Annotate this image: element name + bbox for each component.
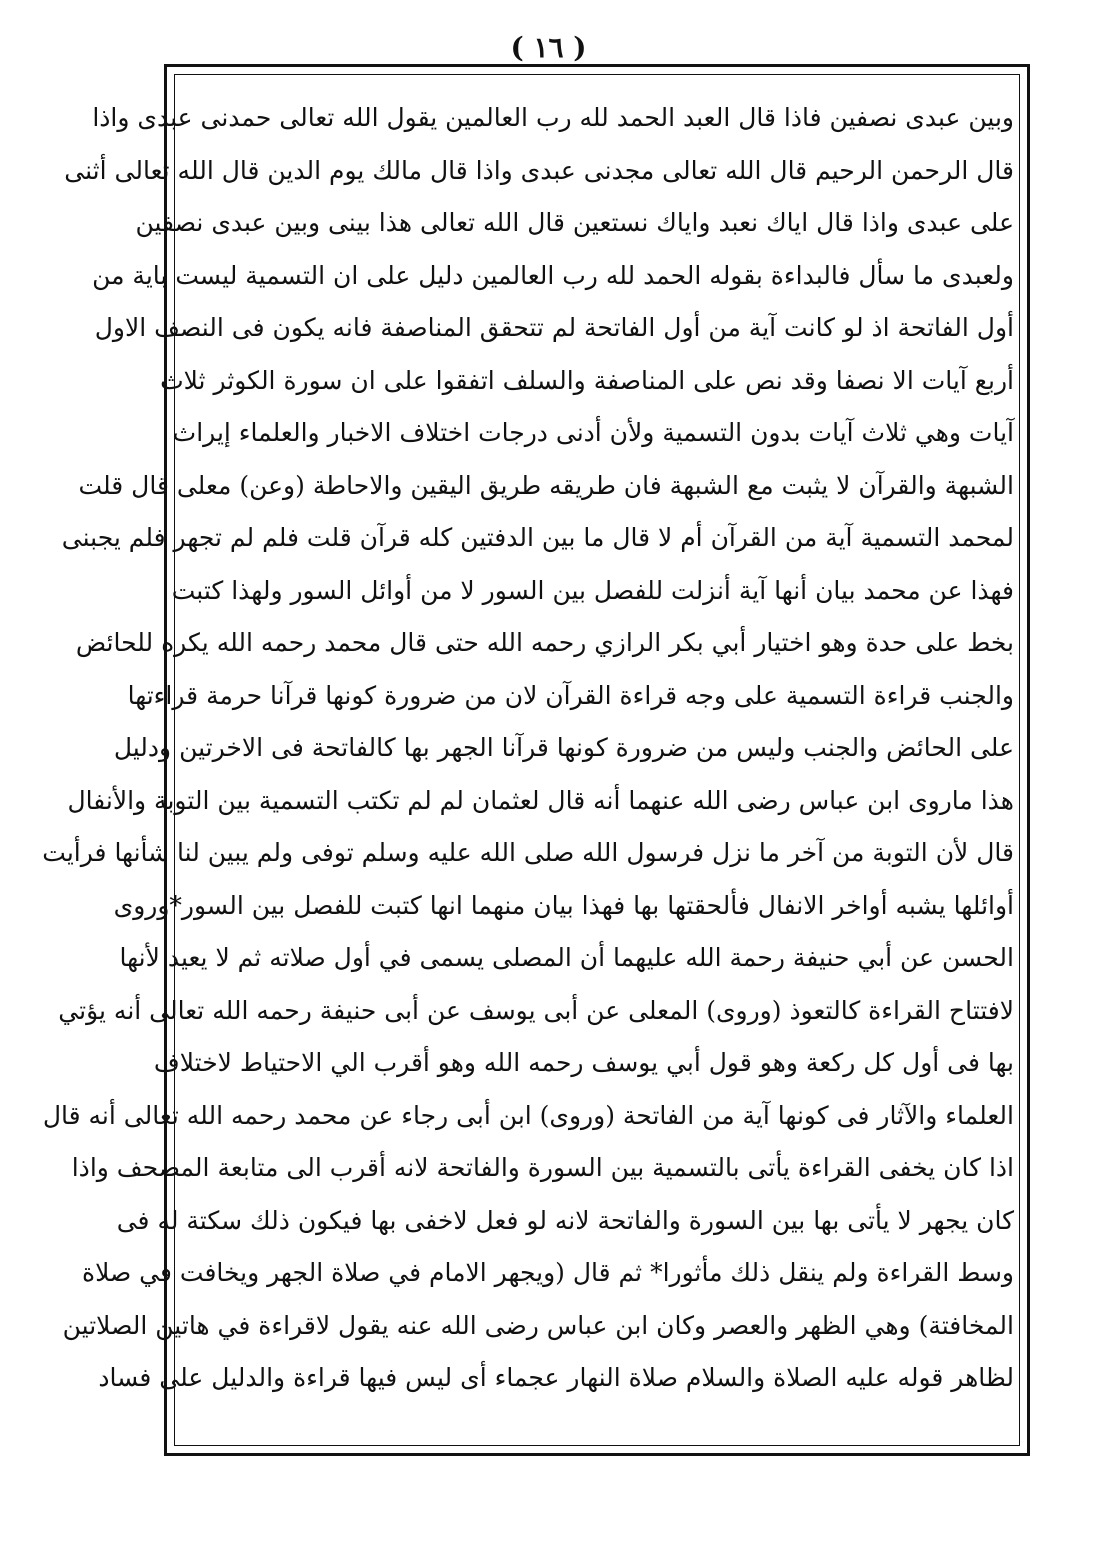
text-line: آيات وهي ثلاث آيات بدون التسمية ولأن أدنى درجات اختلاف الاخبار والعلماء إيراث [172, 418, 1014, 447]
text-line: المخافتة) وهي الظهر والعصر وكان ابن عباس رضى الله عنه يقول لاقراءة في هاتين الصلاتين [62, 1310, 1014, 1340]
text-line: كان يجهر لا يأتى بها بين السورة والفاتحة لانه لو فعل لاخفى بها فيكون ذلك سكتة له فى [116, 1205, 1014, 1235]
text-line: والجنب قراءة التسمية على وجه قراءة القرآن لان من ضرورة كونها قرآنا حرمة قراءتها [127, 680, 1014, 710]
text-line: وبين عبدى نصفين فاذا قال العبد الحمد لله رب العالمين يقول الله تعالى حمدنى عبدى واذا [92, 103, 1014, 132]
text-line: ولعبدى ما سأل فالبداءة بقوله الحمد لله رب العالمين دليل على ان التسمية ليست باية من [92, 260, 1014, 290]
text-line: فهذا عن محمد بيان أنها آية أنزلت للفصل بين السور لا من أوائل السور ولهذا كتبت [171, 575, 1014, 605]
text-line: الشبهة والقرآن لا يثبت مع الشبهة فان طريقه طريق اليقين والاحاطة (وعن) معلى قال قلت [78, 470, 1014, 500]
text-line: اذا كان يخفى القراءة يأتى بالتسمية بين السورة والفاتحة لانه أقرب الى متابعة المصحف واذا [71, 1153, 1014, 1182]
text-line: الحسن عن أبي حنيفة رحمة الله عليهما أن المصلى يسمى في أول صلاته ثم لا يعيد لأنها [119, 943, 1014, 972]
text-line: هذا ماروى ابن عباس رضى الله عنهما أنه قال لعثمان لم لم تكتب التسمية بين التوبة والأنفال [67, 785, 1014, 815]
text-line: بخط على حدة وهو اختيار أبي بكر الرازي رحمه الله حتى قال محمد رحمه الله يكره للحائض [75, 628, 1014, 657]
text-line: أوائلها يشبه أواخر الانفال فألحقتها بها فهذا بيان منهما انها كتبت للفصل بين السور*وروى [113, 890, 1014, 920]
text-line: لظاهر قوله عليه الصلاة والسلام صلاة النهار عجماء أى ليس فيها قراءة والدليل على فساد [98, 1363, 1014, 1392]
text-line: قال الرحمن الرحيم قال الله تعالى مجدنى عبدى واذا قال مالك يوم الدين قال الله تعالى أثنى [64, 155, 1014, 185]
text-line: قال لأن التوبة من آخر ما نزل فرسول الله صلى الله عليه وسلم توفى ولم يبين لنا شأنها فرأيت [42, 838, 1014, 867]
text-line: لمحمد التسمية آية من القرآن أم لا قال ما بين الدفتين كله قرآن قلت فلم لم تجهر فلم يجبنى [61, 523, 1014, 552]
page-number: ( ١٦ ) [510, 31, 587, 64]
text-line: على عبدى واذا قال اياك نعبد واياك نستعين قال الله تعالى هذا بينى وبين عبدى نصفين [135, 208, 1014, 237]
text-line: لافتتاح القراءة كالتعوذ (وروى) المعلى عن أبى يوسف عن أبى حنيفة رحمه الله تعالى أنه يؤتي [58, 995, 1014, 1025]
text-line: أربع آيات الا نصفا وقد نص على المناصفة والسلف اتفقوا على ان سورة الكوثر ثلاث [160, 365, 1014, 395]
body-text [42, 92, 1014, 1438]
text-line: العلماء والآثار فى كونها آية من الفاتحة (وروى) ابن أبى رجاء عن محمد رحمه الله تعالى أنه قال [42, 1100, 1014, 1130]
text-line: بها فى أول كل ركعة وهو قول أبي يوسف رحمه الله وهو أقرب الي الاحتياط لاختلاف [153, 1048, 1014, 1077]
text-line: وسط القراءة ولم ينقل ذلك مأثورا* ثم قال (ويجهر الامام في صلاة الجهر ويخافت في صلاة [81, 1258, 1014, 1287]
text-line: على الحائض والجنب وليس من ضرورة كونها قرآنا الجهر بها كالفاتحة فى الاخرتين ودليل [113, 733, 1014, 762]
text-line: أول الفاتحة اذ لو كانت آية من أول الفاتحة لم تتحقق المناصفة فانه يكون فى النصف الاول [94, 313, 1014, 342]
